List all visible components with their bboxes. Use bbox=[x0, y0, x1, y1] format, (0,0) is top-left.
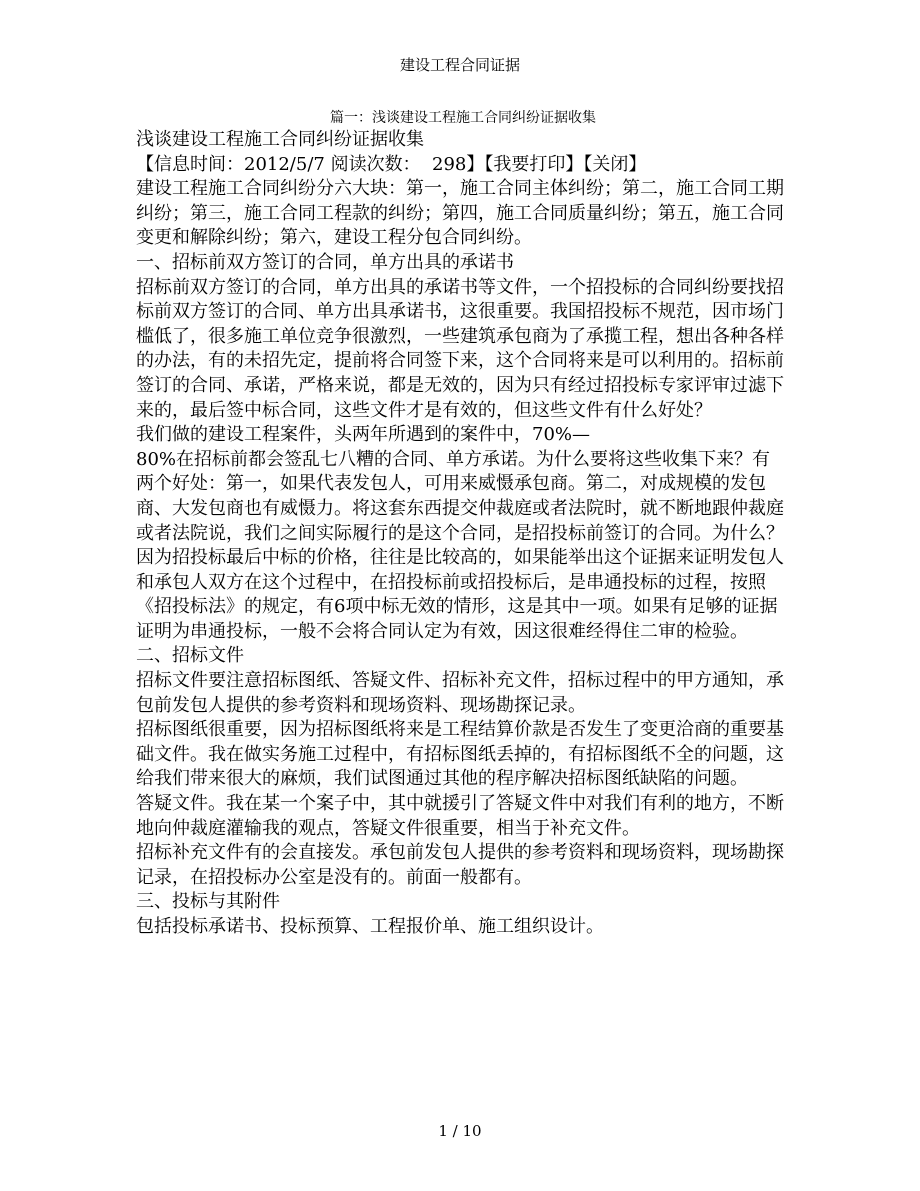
page-header: 建设工程合同证据 bbox=[399, 56, 520, 74]
section-1-paragraph: 招标前双方签订的合同，单方出具的承诺书等文件，一个招投标的合同纠纷要找招标前双方签订的合同、单方出具承诺书，这很重要。我国招投标不规范，因市场门槛低了，很多施工单位竞争很激烈，一些建筑承包商为了承揽工程，想出各种各样的办法，有的未招先定，提前将合同签下来，这个合同将来是可以利用的。招标前签订的合同、承诺，严格来说，都是无效的，因为只有经过招投标专家评审过滤下来的，最后签中标合同，这些文件才是有效的，但这些文件有什么好处？ bbox=[136, 276, 784, 421]
section-2-paragraph: 招标图纸很重要，因为招标图纸将来是工程结算价款是否发生了变更洽商的重要基础文件。我在做实务施工过程中，有招标图纸丢掉的，有招标图纸不全的问题，这给我们带来很大的麻烦，我们试图通过其他的程序解决招标图纸缺陷的问题。 bbox=[136, 719, 784, 790]
article-intro: 建设工程施工合同纠纷分六大块：第一，施工合同主体纠纷；第二，施工合同工期纠纷；第三，施工合同工程款的纠纷；第四，施工合同质量纠纷；第五，施工合同变更和解除纠纷；第六，建设工程分包合同纠纷。 bbox=[136, 178, 784, 249]
section-1-paragraph: 80%在招标前都会签乱七八糟的合同、单方承诺。为什么要将这些收集下来？有两个好处：第一，如果代表发包人，可用来威慑承包商。第二，对成规模的发包商、大发包商也有威慑力。将这套东西提交仲裁庭或者法院时，就不断地跟仲裁庭或者法院说，我们之间实际履行的是这个合同，是招投标前签订的合同。为什么？因为招投标最后中标的价格，往往是比较高的，如果能举出这个证据来证明发包人和承包人双方在这个过程中，在招投标前或招投标后，是串通投标的过程，按照《招投标法》的规定，有6项中标无效的情形，这是其中一项。如果有足够的证据证明为串通投标，一般不会将合同认定为有效，因这很难经得住二审的检验。 bbox=[136, 448, 784, 642]
section-1-paragraph: 我们做的建设工程案件，头两年所遇到的案件中，70%— bbox=[136, 424, 591, 446]
section-2-paragraph: 答疑文件。我在某一个案子中，其中就援引了答疑文件中对我们有利的地方，不断地向仲裁庭灌输我的观点，答疑文件很重要，相当于补充文件。 bbox=[136, 793, 784, 839]
article-info-line: 【信息时间：2012/5/7 阅读次数： 298】【我要打印】【关闭】 bbox=[136, 153, 647, 175]
section-2-paragraph: 招标补充文件有的会直接发。承包前发包人提供的参考资料和现场资料，现场勘探记录，在招投标办公室是没有的。前面一般都有。 bbox=[136, 842, 784, 888]
article-title: 浅谈建设工程施工合同纠纷证据收集 bbox=[136, 129, 424, 150]
section-2-paragraph: 招标文件要注意招标图纸、答疑文件、招标补充文件，招标过程中的甲方通知，承包前发包人提供的参考资料和现场资料、现场勘探记录。 bbox=[136, 670, 784, 716]
document-subtitle: 篇一：浅谈建设工程施工合同纠纷证据收集 bbox=[330, 110, 596, 126]
section-3-heading: 三、投标与其附件 bbox=[136, 891, 280, 913]
section-3-paragraph: 包括投标承诺书、投标预算、工程报价单、施工组织设计。 bbox=[136, 916, 604, 937]
section-2-heading: 二、招标文件 bbox=[136, 645, 244, 667]
page-number: 1 / 10 bbox=[438, 1122, 482, 1140]
section-1-heading: 一、招标前双方签订的合同，单方出具的承诺书 bbox=[136, 251, 514, 273]
article-body bbox=[136, 128, 784, 940]
